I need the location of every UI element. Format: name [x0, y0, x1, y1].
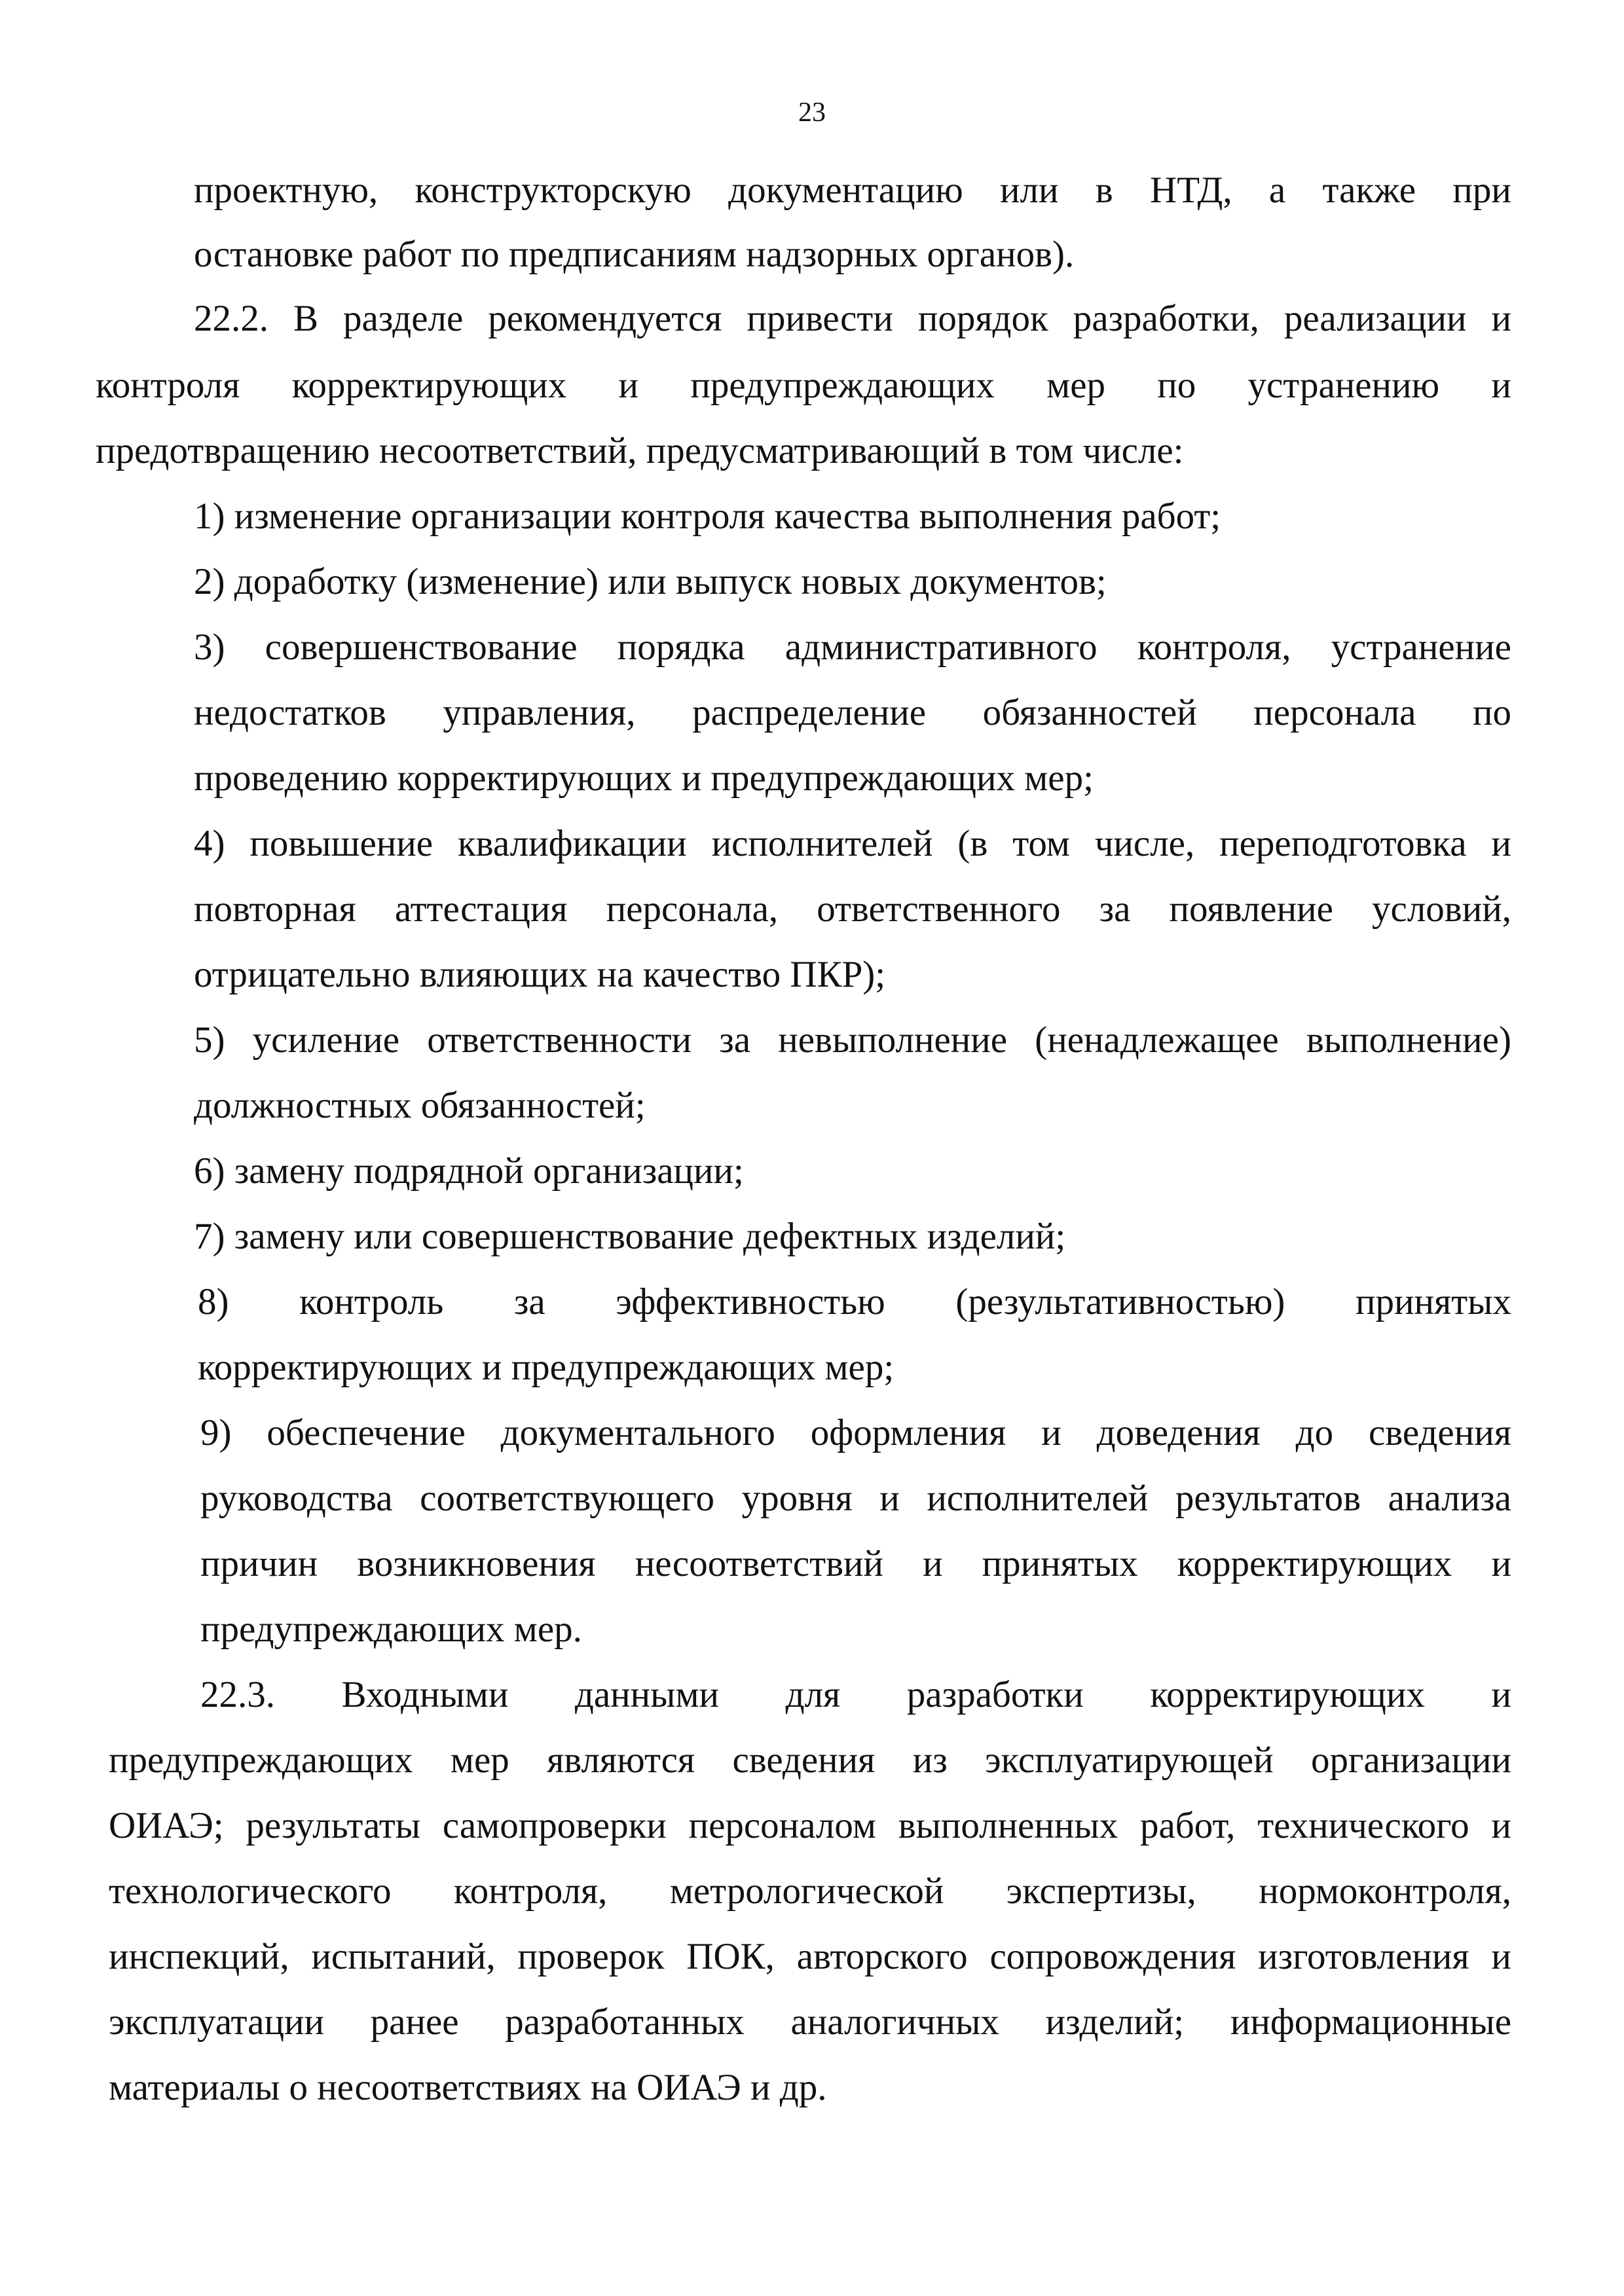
word: и	[1491, 823, 1511, 864]
word: обязанностей	[982, 692, 1197, 733]
word: изготовления	[1258, 1936, 1469, 1977]
word: ответственного	[817, 888, 1061, 930]
word: за	[719, 1019, 751, 1061]
word: авторского	[796, 1936, 968, 1977]
text-line	[109, 1741, 1511, 1779]
text-line	[194, 694, 1511, 731]
word: и	[923, 1543, 943, 1584]
word: повышение	[249, 823, 434, 864]
word: разработки	[906, 1674, 1084, 1715]
word: Входными	[341, 1674, 509, 1715]
word: устранению	[1247, 365, 1440, 406]
word: и	[618, 365, 639, 406]
word: возникновения	[357, 1543, 596, 1584]
word: и	[1491, 298, 1511, 339]
word: документацию	[728, 170, 963, 211]
word: эксплуатации	[109, 2001, 324, 2043]
list-item-8	[198, 1283, 1511, 1321]
text-line	[200, 1545, 1511, 1582]
word: выполнение)	[1306, 1019, 1511, 1061]
word: ПОК,	[686, 1936, 775, 1977]
word: 4)	[194, 823, 225, 864]
word: анализа	[1388, 1478, 1511, 1519]
text-line: проведению корректирующих и предупреждающих мер;	[194, 757, 1094, 799]
list-item-4	[194, 825, 1511, 862]
word: документального	[500, 1412, 775, 1453]
word: корректирующих	[291, 365, 567, 406]
word: (ненадлежащее	[1035, 1019, 1279, 1061]
word: оформления	[810, 1412, 1006, 1453]
word: персоналом	[688, 1805, 876, 1846]
text-line	[109, 1938, 1511, 1975]
word: обеспечение	[267, 1412, 466, 1453]
word: том	[1012, 823, 1070, 864]
text-line	[109, 1807, 1511, 1844]
word: результаты	[246, 1805, 421, 1846]
word: несоответствий	[635, 1543, 883, 1584]
word: ранее	[370, 2001, 459, 2043]
word: переподготовка	[1219, 823, 1467, 864]
word: предупреждающих	[690, 365, 995, 406]
word: контроля,	[1137, 627, 1291, 668]
word: самопроверки	[442, 1805, 667, 1846]
word: появление	[1169, 888, 1333, 930]
word: ОИАЭ;	[109, 1805, 224, 1846]
word: и	[1491, 1674, 1511, 1715]
word: соответствующего	[420, 1478, 715, 1519]
word: изделий;	[1045, 2001, 1185, 2043]
word: ответственности	[427, 1019, 692, 1061]
word: управления,	[443, 692, 636, 733]
word: до	[1295, 1412, 1334, 1453]
word: 22.2.	[194, 298, 268, 339]
word: уровня	[741, 1478, 853, 1519]
word: выполненных	[898, 1805, 1118, 1846]
text-line	[109, 1872, 1511, 1910]
text-line: должностных обязанностей;	[194, 1085, 646, 1126]
clause-22-2-first-line	[194, 300, 1511, 337]
word: рекомендуется	[488, 298, 722, 339]
word: за	[1099, 888, 1131, 930]
text-line: корректирующих и предупреждающих мер;	[198, 1347, 895, 1388]
word: эффективностью	[616, 1281, 885, 1322]
word: принятых	[982, 1543, 1138, 1584]
word: 5)	[194, 1019, 225, 1061]
word: проверок	[517, 1936, 665, 1977]
word: (в	[957, 823, 988, 864]
text-line: предотвращению несоответствий, предусматривающий в том числе:	[96, 430, 1184, 471]
word: исполнителей	[927, 1478, 1149, 1519]
word: также	[1322, 170, 1416, 211]
word: по	[1472, 692, 1511, 733]
word: инспекций,	[109, 1936, 289, 1977]
word: проектную,	[194, 170, 378, 211]
text-line: отрицательно влияющих на качество ПКР);	[194, 954, 886, 995]
word: контроля	[96, 365, 240, 406]
word: сопровождения	[989, 1936, 1236, 1977]
word: и	[1041, 1412, 1061, 1453]
word: а	[1268, 170, 1286, 211]
word: разработки,	[1073, 298, 1259, 339]
word: технологического	[109, 1870, 392, 1912]
word: и	[879, 1478, 900, 1519]
word: В	[293, 298, 318, 339]
word: контроль	[299, 1281, 444, 1322]
list-item-2: 2) доработку (изменение) или выпуск новых документов;	[194, 561, 1107, 602]
word: совершенствование	[265, 627, 578, 668]
page-number: 23	[798, 98, 826, 128]
word: порядок	[917, 298, 1048, 339]
word: руководства	[200, 1478, 393, 1519]
text-line: остановке работ по предписаниям надзорных органов).	[194, 234, 1075, 275]
word: разделе	[342, 298, 464, 339]
text-line	[194, 172, 1511, 209]
word: работ,	[1139, 1805, 1236, 1846]
text-line: материалы о несоответствиях на ОИАЭ и др.	[109, 2067, 827, 2108]
word: персонала,	[606, 888, 779, 930]
word: (результативностью)	[955, 1281, 1285, 1322]
word: и	[1491, 1936, 1511, 1977]
word: 22.3.	[200, 1674, 275, 1715]
word: разработанных	[505, 2001, 745, 2043]
word: результатов	[1175, 1478, 1361, 1519]
word: привести	[747, 298, 893, 339]
word: при	[1452, 170, 1511, 211]
word: числе,	[1094, 823, 1195, 864]
word: сведения	[732, 1740, 876, 1781]
word: и	[1491, 1805, 1511, 1846]
list-item-7: 7) замену или совершенствование дефектных изделий;	[194, 1216, 1066, 1257]
word: недостатков	[194, 692, 386, 733]
word: повторная	[194, 888, 356, 930]
word: мер	[450, 1740, 509, 1781]
word: квалификации	[457, 823, 687, 864]
word: административного	[784, 627, 1098, 668]
word: усиление	[252, 1019, 400, 1061]
list-item-1: 1) изменение организации контроля качества выполнения работ;	[194, 496, 1221, 537]
word: за	[513, 1281, 545, 1322]
word: исполнителей	[711, 823, 933, 864]
word: из	[912, 1740, 948, 1781]
word: организации	[1310, 1740, 1511, 1781]
word: устранение	[1331, 627, 1511, 668]
word: невыполнение	[778, 1019, 1008, 1061]
word: по	[1157, 365, 1196, 406]
word: испытаний,	[311, 1936, 496, 1977]
word: являются	[547, 1740, 695, 1781]
text-line	[96, 367, 1511, 404]
text-line	[194, 890, 1511, 928]
word: порядка	[617, 627, 745, 668]
text-line	[200, 1480, 1511, 1517]
word: эксплуатирующей	[985, 1740, 1274, 1781]
word: 3)	[194, 627, 225, 668]
word: принятых	[1356, 1281, 1511, 1322]
list-item-6: 6) замену подрядной организации;	[194, 1150, 744, 1192]
word: контроля,	[453, 1870, 608, 1912]
word: причин	[200, 1543, 318, 1584]
clause-22-3-first-line	[200, 1676, 1511, 1713]
word: и	[1491, 1543, 1511, 1584]
word: технического	[1257, 1805, 1469, 1846]
word: данными	[574, 1674, 720, 1715]
word: нормоконтроля,	[1259, 1870, 1511, 1912]
word: конструкторскую	[415, 170, 692, 211]
word: НТД,	[1150, 170, 1232, 211]
word: персонала	[1253, 692, 1416, 733]
word: корректирующих	[1150, 1674, 1425, 1715]
word: распределение	[692, 692, 927, 733]
word: 9)	[200, 1412, 232, 1453]
word: аналогичных	[790, 2001, 999, 2043]
word: для	[785, 1674, 841, 1715]
text-line: предупреждающих мер.	[200, 1609, 582, 1650]
word: условий,	[1372, 888, 1511, 930]
word: или	[1000, 170, 1059, 211]
list-item-5	[194, 1021, 1511, 1059]
word: метрологической	[669, 1870, 944, 1912]
word: в	[1095, 170, 1113, 211]
word: 8)	[198, 1281, 229, 1322]
word: предупреждающих	[109, 1740, 413, 1781]
word: сведения	[1368, 1412, 1511, 1453]
word: информационные	[1230, 2001, 1511, 2043]
word: корректирующих	[1177, 1543, 1452, 1584]
word: и	[1491, 365, 1511, 406]
list-item-9	[200, 1414, 1511, 1451]
word: экспертизы,	[1006, 1870, 1196, 1912]
list-item-3	[194, 629, 1511, 666]
text-line	[109, 2003, 1511, 2041]
word: аттестация	[394, 888, 568, 930]
word: мер	[1046, 365, 1105, 406]
word: реализации	[1283, 298, 1467, 339]
word: доведения	[1096, 1412, 1261, 1453]
